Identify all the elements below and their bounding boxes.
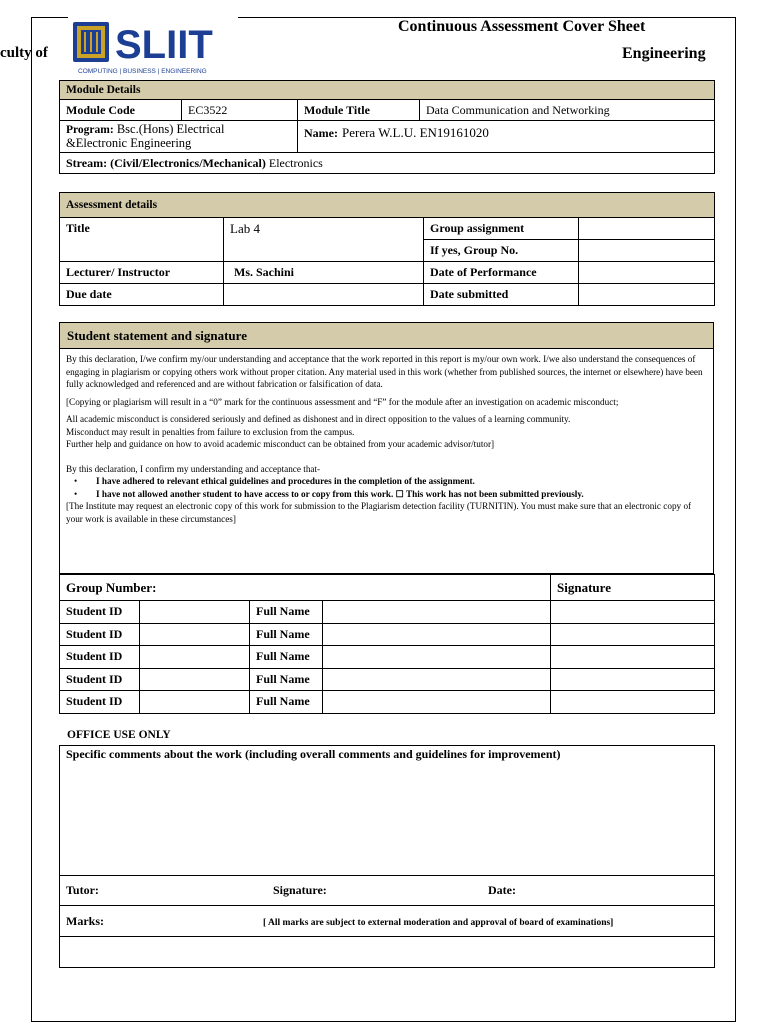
date-submitted-label: Date submitted <box>424 284 579 306</box>
tutor-label: Tutor: <box>66 883 99 897</box>
name-cell <box>298 121 715 153</box>
assessment-details-header: Assessment details <box>60 193 715 218</box>
program-value: Bsc.(Hons) Electrical &Electronic Engineering <box>66 122 225 150</box>
name-label: Name: <box>304 126 338 140</box>
due-date-label: Due date <box>60 284 224 306</box>
module-title-value: Data Communication and Networking <box>420 100 715 121</box>
comments-cell[interactable]: Specific comments about the work (including overall comments and guidelines for improvement) <box>60 746 715 876</box>
faculty-name: Engineering <box>622 45 706 62</box>
signature-cell[interactable] <box>551 646 715 669</box>
signature-header: Signature <box>551 575 715 601</box>
student-id-label: Student ID <box>60 646 140 669</box>
statement-paragraph: By this declaration, I confirm my understanding and acceptance that- <box>66 463 321 474</box>
statement-body <box>60 349 713 525</box>
full-name-label: Full Name <box>250 601 323 624</box>
statement-paragraph: [Copying or plagiarism will result in a “0” mark for the continuous assessment and “F” for the module after an investigation on academic misconduct; <box>66 396 619 407</box>
signature-label: Signature: <box>273 883 327 897</box>
title-label: Title <box>60 218 224 262</box>
program-label: Program: <box>66 124 114 136</box>
page-title: Continuous Assessment Cover Sheet <box>398 18 646 35</box>
name-value: Perera W.L.U. EN19161020 <box>341 125 489 140</box>
lecturer-label: Lecturer/ Instructor <box>60 262 224 284</box>
declaration-item: • I have not allowed another student to have access to or copy from this work. ☐ This work has not been submitted previously. <box>96 488 707 501</box>
title-value: Lab 4 <box>224 218 424 262</box>
sliit-logo <box>68 16 238 78</box>
declaration-list <box>66 475 707 500</box>
stream-value: Electronics <box>268 155 323 170</box>
group-assignment-value[interactable] <box>579 218 715 240</box>
full-name-value[interactable] <box>323 601 551 624</box>
full-name-value[interactable] <box>323 623 551 646</box>
logo-wordmark: SLIIT <box>115 23 213 67</box>
full-name-label: Full Name <box>250 623 323 646</box>
student-id-label: Student ID <box>60 601 140 624</box>
student-id-value[interactable] <box>140 691 250 714</box>
assessment-details-table <box>59 192 715 306</box>
statement-paragraph: By this declaration, I/we confirm my/our understanding and acceptance that the work reported in this report is my/our own work. I/we also understand the consequences of engaging in plagiarism or copying others work without proper citation. Any material used in this work (whether from published sources, the internet or elsewhere) have been fully acknowledged and referenced and are without fabrication or falsification of data. <box>66 354 703 389</box>
group-no-label: If yes, Group No. <box>424 240 579 262</box>
logo-tagline: COMPUTING | BUSINESS | ENGINEERING <box>78 68 207 75</box>
student-id-label: Student ID <box>60 691 140 714</box>
sliit-crest-icon <box>68 16 238 78</box>
date-label: Date: <box>488 883 516 897</box>
student-id-value[interactable] <box>140 646 250 669</box>
marks-value-cell[interactable] <box>60 937 715 968</box>
group-number-label: Group Number: <box>60 575 551 601</box>
student-id-value[interactable] <box>140 668 250 691</box>
module-details-header: Module Details <box>60 81 715 100</box>
date-performance-label: Date of Performance <box>424 262 579 284</box>
marks-note: [ All marks are subject to external moderation and approval of board of examinations] <box>263 918 614 928</box>
stream-label: Stream: (Civil/Electronics/Mechanical) <box>66 155 266 170</box>
full-name-label: Full Name <box>250 691 323 714</box>
signature-cell[interactable] <box>551 691 715 714</box>
module-title-label: Module Title <box>298 100 420 121</box>
statement-paragraph: Misconduct may result in penalties from failure to exclusion from the campus. <box>66 426 355 437</box>
office-use-table <box>59 745 715 968</box>
full-name-label: Full Name <box>250 646 323 669</box>
module-code-value: EC3522 <box>182 100 298 121</box>
group-assignment-label: Group assignment <box>424 218 579 240</box>
signature-cell[interactable] <box>551 623 715 646</box>
full-name-label: Full Name <box>250 668 323 691</box>
statement-paragraph: Further help and guidance on how to avoid academic misconduct can be obtained from your academic advisor/tutor] <box>66 439 495 449</box>
student-id-value[interactable] <box>140 623 250 646</box>
tutor-row <box>60 876 715 906</box>
due-date-value[interactable] <box>224 284 424 306</box>
program-cell <box>60 121 298 153</box>
student-id-label: Student ID <box>60 623 140 646</box>
declaration-item: • I have adhered to relevant ethical guidelines and procedures in the completion of the assignment. <box>96 475 707 488</box>
student-id-label: Student ID <box>60 668 140 691</box>
student-statement-box <box>59 322 714 574</box>
student-id-value[interactable] <box>140 601 250 624</box>
module-details-table <box>59 80 715 174</box>
faculty-label: culty of <box>0 45 48 61</box>
signature-cell[interactable] <box>551 668 715 691</box>
group-no-value[interactable] <box>579 240 715 262</box>
statement-paragraph: All academic misconduct is considered seriously and defined as dishonest and in direct opposition to the values of a learning community. <box>66 414 571 424</box>
office-use-label: OFFICE USE ONLY <box>67 729 171 741</box>
date-submitted-value[interactable] <box>579 284 715 306</box>
lecturer-value: Ms. Sachini <box>224 262 424 284</box>
student-statement-header: Student statement and signature <box>60 323 713 349</box>
full-name-value[interactable] <box>323 646 551 669</box>
marks-label: Marks: <box>66 914 104 928</box>
full-name-value[interactable] <box>323 668 551 691</box>
statement-paragraph: [The Institute may request an electronic copy of this work for submission to the Plagiarism detection facility (TURNITIN). You must make sure that an electronic copy of your work is available in these circumstances] <box>66 501 692 524</box>
signature-cell[interactable] <box>551 601 715 624</box>
date-performance-value[interactable] <box>579 262 715 284</box>
group-table <box>59 574 715 714</box>
full-name-value[interactable] <box>323 691 551 714</box>
module-code-label: Module Code <box>60 100 182 121</box>
stream-cell <box>60 153 715 174</box>
marks-row <box>60 906 715 937</box>
